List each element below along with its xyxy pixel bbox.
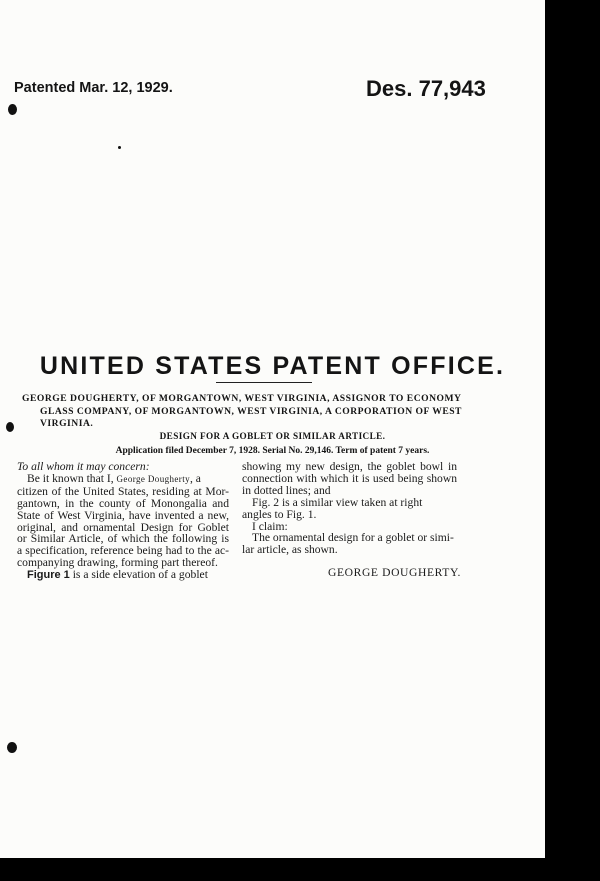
claim-text: lar article, as shown. bbox=[242, 543, 338, 557]
applicant-line-1: GEORGE DOUGHERTY, OF MORGANTOWN, WEST VIRGINIA, ASSIGNOR TO ECONOMY bbox=[22, 393, 462, 404]
inventor-name: George Dougherty bbox=[116, 473, 190, 484]
inventor-signature: GEORGE DOUGHERTY. bbox=[328, 566, 461, 580]
body-line: angles to Fig. 1. bbox=[242, 507, 317, 521]
claim-heading: I claim: bbox=[252, 519, 288, 533]
salutation: To all whom it may concern: bbox=[17, 460, 150, 473]
body-line: citizen of the United States, residing at Mor- bbox=[17, 484, 229, 498]
body-line: a specification, reference being had to the ac- bbox=[17, 544, 229, 558]
body-line: State of West Virginia, have invented a new, bbox=[17, 508, 229, 522]
body-line: connection with which it is used being shown bbox=[242, 471, 457, 485]
body-line: original, and ornamental Design for Goblet bbox=[17, 520, 229, 534]
body-line bbox=[17, 569, 229, 582]
body-line bbox=[17, 473, 229, 486]
heading-rule bbox=[216, 382, 312, 383]
body-line: showing my new design, the goblet bowl in bbox=[242, 460, 457, 473]
design-patent-number: Des. 77,943 bbox=[366, 76, 486, 101]
design-title: DESIGN FOR A GOBLET OR SIMILAR ARTICLE. bbox=[159, 431, 386, 441]
claim-text: The ornamental design for a goblet or simi- bbox=[252, 531, 454, 545]
body-line: gantown, in the county of Monongalia and bbox=[17, 496, 229, 510]
patented-date: Patented Mar. 12, 1929. bbox=[14, 80, 173, 96]
body-line: in dotted lines; and bbox=[242, 483, 331, 497]
body-line: or Similar Article, of which the following is bbox=[17, 532, 229, 546]
body-text: is a side elevation of a goblet bbox=[69, 568, 208, 582]
right-text-column bbox=[242, 460, 461, 580]
body-text: , a bbox=[190, 471, 201, 485]
punch-hole bbox=[8, 104, 17, 115]
figure-label: Figure 1 bbox=[27, 569, 70, 582]
applicant-line-3: VIRGINIA. bbox=[40, 418, 94, 429]
punch-hole bbox=[7, 742, 17, 753]
body-text: Be it known that I, bbox=[27, 471, 117, 485]
body-line: Fig. 2 is a similar view taken at right bbox=[252, 495, 423, 509]
body-line: companying drawing, forming part thereof. bbox=[17, 556, 218, 570]
office-heading: UNITED STATES PATENT OFFICE. bbox=[39, 352, 506, 380]
applicant-line-2: GLASS COMPANY, OF MORGANTOWN, WEST VIRGINIA, A CORPORATION OF WEST bbox=[40, 406, 462, 417]
ink-speck bbox=[118, 146, 121, 149]
application-details: Application filed December 7, 1928. Serial No. 29,146. Term of patent 7 years. bbox=[115, 446, 430, 456]
left-text-column bbox=[17, 461, 229, 582]
